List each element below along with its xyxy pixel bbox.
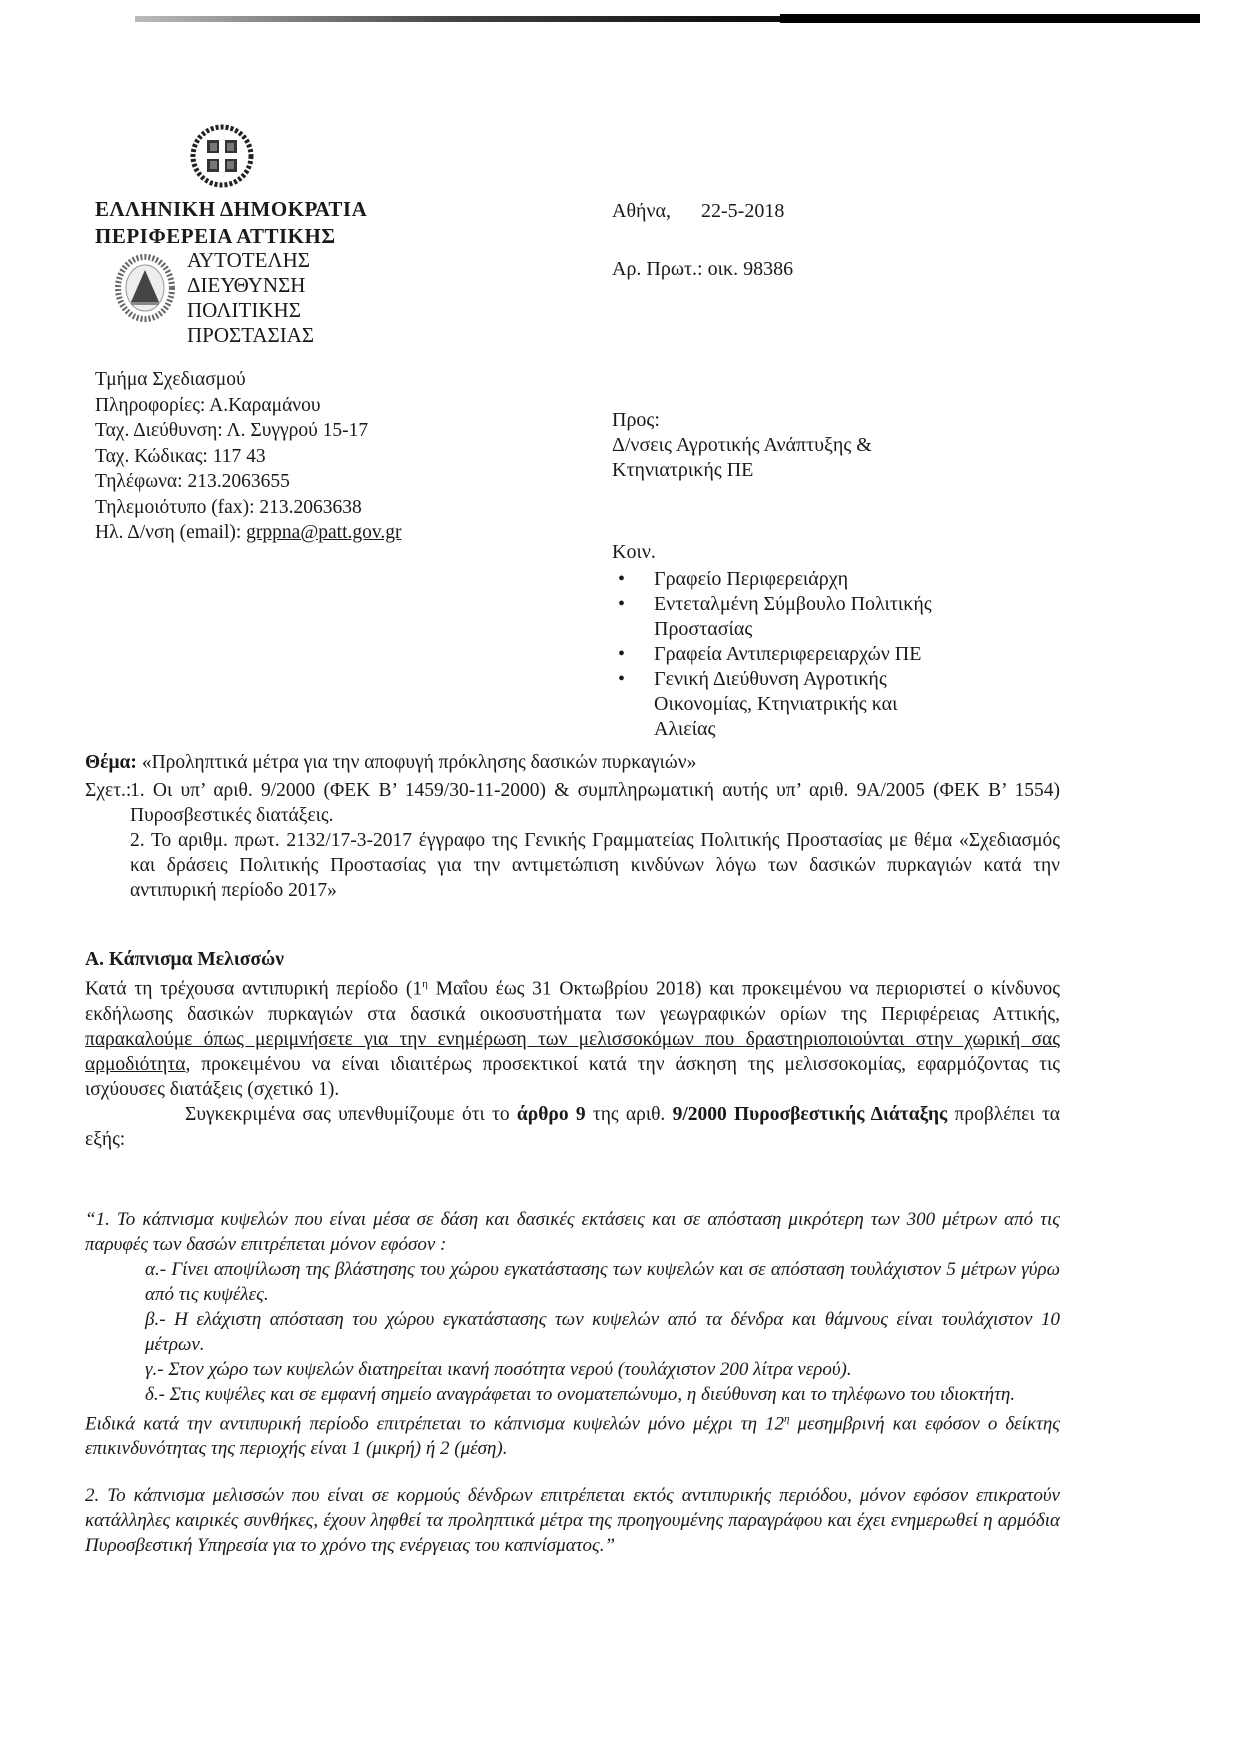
bullet-icon: • <box>618 593 626 615</box>
postal-address: Ταχ. Διεύθυνση: Λ. Συγγρού 15-17 <box>95 420 369 441</box>
quoted-article <box>85 1207 1060 1558</box>
article-condition: β.- Η ελάχιστη απόσταση του χώρου εγκατάστασης των κυψελών από τα δένδρα και θάμνους είναι τουλάχιστον 10 μέτρων. <box>145 1309 1060 1355</box>
section-title: Α. Κάπνισμα Μελισσών <box>85 949 284 970</box>
references-label: Σχετ.: <box>85 780 132 801</box>
phone: Τηλέφωνα: 213.2063655 <box>95 471 290 492</box>
place: Αθήνα, <box>612 200 672 222</box>
article-condition: γ.- Στον χώρο των κυψελών διατηρείται ικανή ποσότητα νερού (τουλάχιστον 200 λίτρα νερού). <box>145 1359 852 1380</box>
contact-block <box>95 367 402 546</box>
to-label: Προς: <box>612 409 660 431</box>
republic-heading: ΕΛΛΗΝΙΚΗ ΔΗΜΟΚΡΑΤΙΑ <box>95 197 368 221</box>
reference-item: Σχετ.:1. Οι υπ’ αριθ. 9/2000 (ΦΕΚ Β’ 1459/30-11-2000) & συμπληρωματική αυτής υπ’ αριθ. 9Α/2005 (ΦΕΚ Β’ 1554) Πυροσβεστικές διατάξεις. <box>85 780 1060 826</box>
document-date: 22-5-2018 <box>701 200 785 222</box>
fax: Τηλεμοιότυπο (fax): 213.2063638 <box>95 496 362 518</box>
article-paragraph: 2. Το κάπνισμα μελισσών που είναι σε κορμούς δένδρων επιτρέπεται εκτός αντιπυρικής περιόδου, μόνον εφόσον επικρατούν κατάλληλες καιρικές συνθήκες, έχουν ληφθεί τα προληπτικά μέτρα της προηγουμένης παραγράφου και έχει ενημερωθεί η αρμόδια Πυροσβεστική Υπηρεσία για το χρόνο της ενέργειας του καπνίσματος.” <box>85 1485 1060 1557</box>
region-heading: ΠΕΡΙΦΕΡΕΙΑ ΑΤΤΙΚΗΣ <box>95 224 336 248</box>
section-paragraph: Κατά τη τρέχουσα αντιπυρική περίοδο ($1^\eta$ Μαΐου έως 31 Οκτωβρίου 2018) και προκειμένου να περιοριστεί ο κίνδυνος εκδήλωσης δασικών πυρκαγιών στα δασικά οικοσυστήματα των γεωγραφικών ορίων της Περιφέρειας Αττικής, παρακαλούμε όπως μεριμνήσετε για την ενημέρωση των μελισσοκόμων που δραστηριοποιούνται στην χωρική σας αρμοδιότητα, προκειμένου να είναι ιδιαιτέρως προσεκτικοί κατά την άσκηση της μελισσοκομίας, εφαρμόζοντας τις ισχύουσες διατάξεις (σχετικό 1). <box>85 978 1060 1100</box>
bullet-icon: • <box>618 643 626 665</box>
department-line: ΠΟΛΙΤΙΚΗΣ <box>187 298 301 322</box>
department-line: ΔΙΕΥΘΥΝΣΗ <box>187 273 306 297</box>
email-link[interactable]: grppna@patt.gov.gr <box>246 522 402 543</box>
article-special-note: Ειδικά κατά την αντιπυρική περίοδο επιτρέπεται το κάπνισμα κυψελών μόνο μέχρι τη $12^\eta$ μεσημβρινή και εφόσον ο δείκτης επικινδυνότητας της περιοχής είναι 1 (μικρή) ή 2 (μέση). <box>85 1413 1060 1460</box>
department-line: ΠΡΟΣΤΑΣΙΑΣ <box>187 323 315 347</box>
underlined-request: παρακαλούμε όπως μεριμνήσετε για την ενημέρωση των μελισσοκόμων που δραστηριοποιούνται στην χωρική σας αρμοδιότητα <box>85 1028 1060 1075</box>
to-line: Δ/νσεις Αγροτικής Ανάπτυξης & <box>612 434 872 456</box>
subject-text: «Προληπτικά μέτρα για την αποφυγή πρόκλησης δασικών πυρκαγιών» <box>136 752 697 773</box>
section-a <box>85 947 1060 1152</box>
article-condition: α.- Γίνει αποψίλωση της βλάστησης του χώρου εγκατάστασης των κυψελών και σε απόσταση τουλάχιστον 5 μέτρων γύρω από τις κυψέλες. <box>145 1259 1060 1305</box>
cc-item: • Γενική Διεύθυνση Αγροτικής Οικονομίας, Κτηνιατρικής και Αλιείας <box>618 668 898 740</box>
department-line: ΑΥΤΟΤΕΛΗΣ <box>187 248 311 272</box>
section-paragraph: Συγκεκριμένα σας υπενθυμίζουμε ότι το άρθρο 9 της αριθ. 9/2000 Πυροσβεστικής Διάταξης προβλέπει τα εξής: <box>85 1103 1061 1150</box>
cc-item: • Γραφεία Αντιπεριφερειαρχών ΠΕ <box>618 643 922 665</box>
recipients-cc <box>612 540 1014 742</box>
department-name <box>187 248 314 348</box>
to-line: Κτηνιατρικής ΠΕ <box>612 459 754 481</box>
bullet-icon: • <box>618 668 626 690</box>
reference-item: 2. Το αριθμ. πρωτ. 2132/17-3-2017 έγγραφο της Γενικής Γραμματείας Πολιτικής Προστασίας με θέμα «Σχεδιασμός και δράσεις Πολιτικής Προστασίας για την αντιμετώπιση κινδύνων λόγω των δασικών πυρκαγιών κατά την αντιπυρική περίοδο 2017» <box>130 830 1060 901</box>
cc-item: • Γραφείο Περιφερειάρχη <box>618 568 849 590</box>
cc-item: • Εντεταλμένη Σύμβουλο Πολιτικής Προστασίας <box>618 593 932 640</box>
subject-line <box>85 752 1065 774</box>
article-condition: δ.- Στις κυψέλες και σε εμφανή σημείο αναγράφεται το ονοματεπώνυμο, η διεύθυνση και το τηλέφωνο του ιδιοκτήτη. <box>145 1384 1016 1405</box>
cc-label: Κοιν. <box>612 541 656 563</box>
email-label: Ηλ. Δ/νση (email): <box>95 522 247 543</box>
email-line <box>95 520 402 546</box>
postal-code: Ταχ. Κώδικας: 117 43 <box>95 445 266 467</box>
place-date <box>612 200 784 223</box>
cc-list <box>612 567 1014 742</box>
protocol-number: Αρ. Πρωτ.: οικ. 98386 <box>612 258 794 280</box>
civil-protection-logo-icon <box>115 254 175 322</box>
subject-label: Θέμα: <box>85 752 137 773</box>
references <box>85 778 1060 903</box>
recipients-to <box>612 408 872 483</box>
section-name: Τμήμα Σχεδιασμού <box>95 369 246 390</box>
scan-artifact-line <box>135 16 1200 22</box>
greek-coat-of-arms-icon <box>190 124 254 188</box>
bullet-icon: • <box>618 568 626 590</box>
contact-person: Πληροφορίες: Α.Καραμάνου <box>95 394 321 416</box>
article-paragraph: “1. Το κάπνισμα κυψελών που είναι μέσα σε δάση και δασικές εκτάσεις και σε απόσταση μικρότερη των 300 μέτρων από τις παρυφές των δασών επιτρέπεται μόνον εφόσον : <box>85 1209 1060 1255</box>
